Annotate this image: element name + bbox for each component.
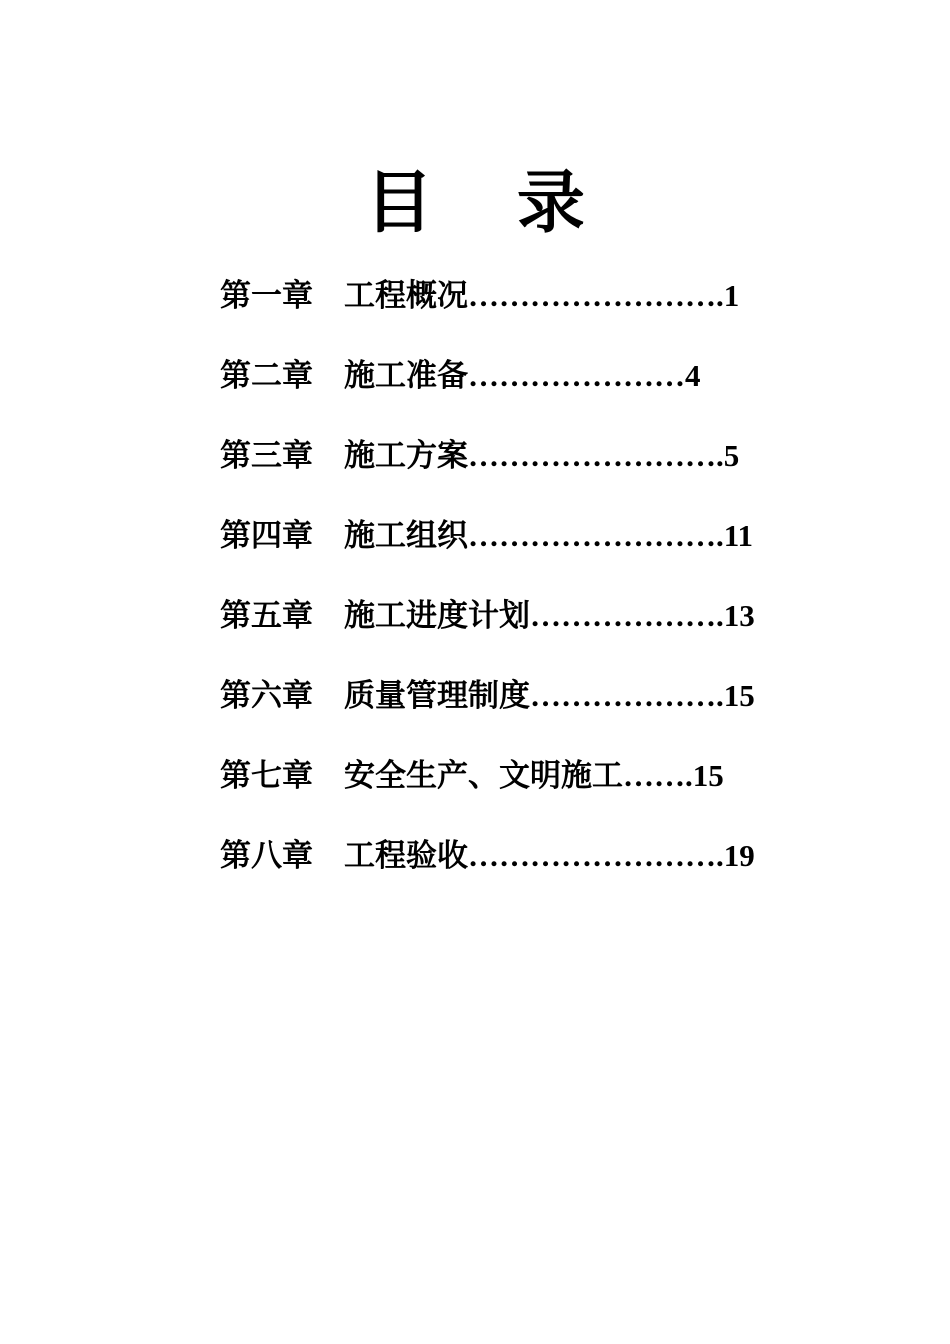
toc-entry-1 — [220, 270, 820, 350]
toc-entry-8 — [220, 830, 820, 910]
dot-leader: ……………… — [530, 678, 716, 713]
page-number: .1 — [716, 278, 740, 313]
toc-title: 目 录 — [365, 163, 615, 243]
dot-leader: …………………… — [468, 278, 716, 313]
page-number: .15 — [685, 758, 724, 793]
chapter-label: 第二章 — [220, 358, 313, 394]
page-number: .19 — [716, 838, 755, 873]
dot-leader: ………………… — [468, 358, 685, 393]
chapter-label: 第四章 — [220, 518, 313, 554]
chapter-label: 第七章 — [220, 758, 313, 794]
chapter-label: 第八章 — [220, 838, 313, 874]
toc-entry-6 — [220, 670, 820, 750]
page-number: .11 — [716, 518, 754, 553]
page-number: .15 — [716, 678, 755, 713]
chapter-title: 施工方案 — [344, 438, 468, 474]
chapter-title: 工程概况 — [344, 278, 468, 314]
toc-entry-4 — [220, 510, 820, 590]
chapter-title: 施工进度计划 — [344, 598, 530, 634]
chapter-label: 第五章 — [220, 598, 313, 634]
toc-entry-5 — [220, 590, 820, 670]
dot-leader: …………………… — [468, 838, 716, 873]
toc-list — [220, 270, 820, 910]
toc-entry-2 — [220, 350, 820, 430]
toc-entry-3 — [220, 430, 820, 510]
chapter-label: 第六章 — [220, 678, 313, 714]
dot-leader: …… — [623, 758, 685, 793]
toc-entry-7 — [220, 750, 820, 830]
dot-leader: …………………… — [468, 518, 716, 553]
chapter-title: 工程验收 — [344, 838, 468, 874]
chapter-title: 安全生产、文明施工 — [344, 758, 623, 794]
chapter-title: 施工准备 — [344, 358, 468, 394]
page-number: 4 — [685, 358, 701, 393]
chapter-title: 质量管理制度 — [344, 678, 530, 714]
page-number: .5 — [716, 438, 740, 473]
chapter-label: 第三章 — [220, 438, 313, 474]
chapter-label: 第一章 — [220, 278, 313, 314]
dot-leader: …………………… — [468, 438, 716, 473]
page-number: .13 — [716, 598, 755, 633]
dot-leader: ……………… — [530, 598, 716, 633]
chapter-title: 施工组织 — [344, 518, 468, 554]
